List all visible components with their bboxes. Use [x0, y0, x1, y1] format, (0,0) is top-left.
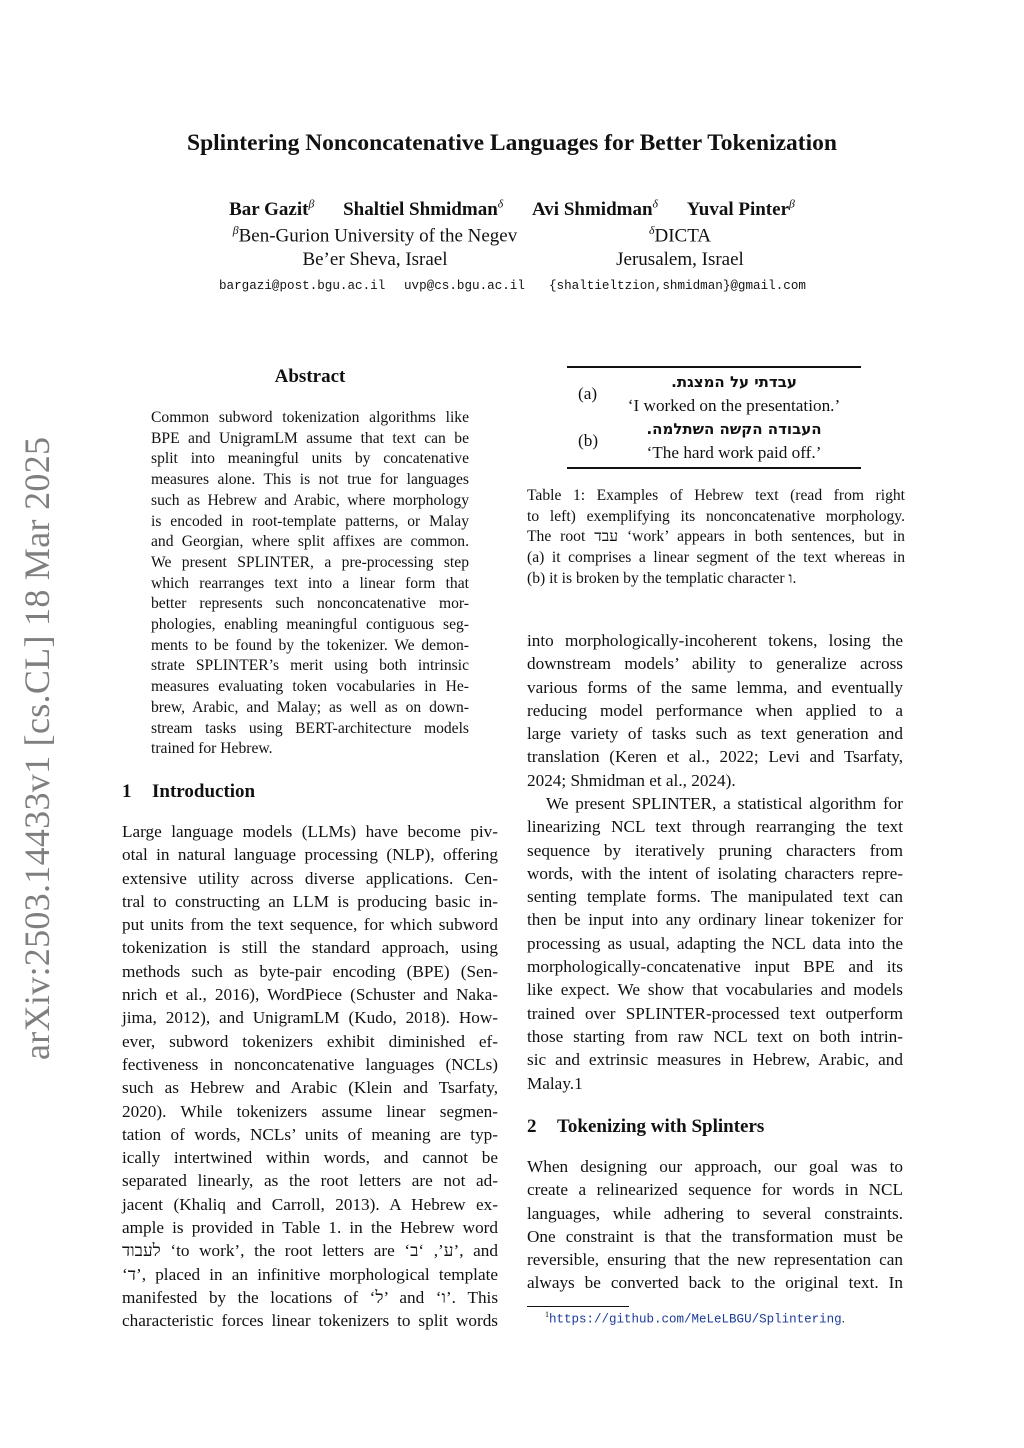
body-line: tation of words, NCLs’ units of meaning are typ- — [122, 1124, 498, 1144]
row-hebrew: עבדתי על המצגת. — [671, 373, 797, 391]
abstract-line: strate SPLINTER’s merit using both intrinsic — [151, 657, 469, 675]
body-line: create a relinearized sequence for words in NCL — [527, 1180, 903, 1200]
body-line: fectiveness in nonconcatenative languages (NCLs) — [122, 1054, 498, 1074]
section-2-heading: 2 Tokenizing with Splinters — [527, 1116, 765, 1137]
body-line: characteristic forces linear tokenizers to split words — [122, 1311, 498, 1331]
abstract-heading: Abstract — [274, 366, 346, 387]
body-line: tokenization is still the standard approach, using — [122, 938, 498, 958]
abstract-line: better represents such nonconcatenative mor- — [151, 595, 469, 613]
abstract-line: and Georgian, where split affixes are common. — [151, 533, 469, 551]
body-line: put units from the text sequence, for which subword — [122, 915, 498, 935]
body-line: always be converted back to the original text. In — [527, 1273, 903, 1293]
abstract-line: We present SPLINTER, a pre-processing step — [151, 553, 469, 571]
arxiv-stamp: arXiv:2503.14433v1 [cs.CL] 18 Mar 2025 — [17, 436, 57, 1060]
body-line: sequence by iteratively pruning characters from — [527, 840, 903, 860]
body-line: words, with the intent of isolating characters repre- — [527, 863, 903, 883]
email-3: {shaltieltzion,shmidman}@gmail.com — [549, 279, 806, 293]
row-hebrew: העבודה הקשה השתלמה. — [646, 420, 822, 438]
abstract-line: measures alone. This is not true for languages — [151, 471, 469, 489]
body-line: manifested by the locations of ‘ל’ and ‘ו’. This — [122, 1287, 499, 1307]
abstract-line: stream tasks using BERT-architecture models — [151, 719, 469, 737]
table-row — [567, 417, 861, 464]
body-line: such as Hebrew and Arabic (Klein and Tsarfaty, — [122, 1078, 498, 1098]
body-line: sic and extrinsic measures in Hebrew, Arabic, and — [527, 1050, 903, 1070]
row-translation: ‘The hard work paid off.’ — [646, 443, 822, 462]
body-line: ever, subword tokenizers exhibit diminished ef- — [122, 1031, 498, 1051]
body-line: One constraint is that the transformation must be — [527, 1226, 903, 1246]
body-line: tral to constructing an LLM is producing basic in- — [122, 891, 498, 911]
body-line: reversible, ensuring that the new representation can — [527, 1250, 903, 1270]
abstract-line: such as Hebrew and Arabic, where morphology — [151, 491, 469, 509]
body-line: then be input into any ordinary linear tokenizer for — [527, 910, 903, 930]
caption-line: The root עבד ‘work’ appears in both sentences, but in — [527, 528, 905, 546]
row-translation: ‘I worked on the presentation.’ — [627, 396, 841, 415]
abstract-line: split into meaningful units by concatenative — [151, 450, 469, 468]
body-line: methods such as byte-pair encoding (BPE) (Sen- — [122, 961, 498, 981]
body-line: senting template forms. The manipulated text can — [527, 887, 903, 907]
author-4: Yuval Pinter$^\beta$ — [686, 198, 795, 221]
caption-line: Table 1: Examples of Hebrew text (read from right — [527, 487, 905, 504]
footnote-1: $^1$https://github.com/MeLeLBGU/Splintering. — [545, 1310, 845, 1327]
abstract-line: which rearranges text into a linear form that — [151, 574, 469, 592]
body-line: otal in natural language processing (NLP), offering — [122, 845, 498, 865]
affiliation-right: $^\delta$DICTA Jerusalem, Israel — [616, 224, 744, 271]
abstract-line: measures evaluating token vocabularies in He- — [151, 678, 469, 696]
abstract-line: brew, Arabic, and Malay; as well as on down- — [151, 698, 469, 716]
body-line: trained over SPLINTER-processed text outperform — [527, 1003, 903, 1023]
abstract-line: phologies, enabling meaningful contiguous seg- — [151, 616, 469, 634]
body-line: linearizing NCL text through rearranging the text — [527, 817, 903, 837]
abstract-line: is encoded in root-template patterns, or Malay — [151, 512, 469, 530]
author-list — [0, 198, 1024, 221]
author-2: Shaltiel Shmidman$^\delta$ — [343, 198, 504, 221]
body-line: reducing model performance when applied to a — [527, 700, 903, 720]
affiliation-left: $^\beta$Ben-Gurion University of the Negev Be’er Sheva, Israel — [232, 224, 518, 271]
abstract-line: ments to be found by the tokenizer. We demon- — [151, 636, 469, 654]
table-top-rule — [567, 366, 861, 368]
body-line: ically intertwined within words, and cannot be — [122, 1148, 498, 1168]
abstract-body — [151, 408, 469, 760]
body-line: ‘ד’, placed in an infinitive morphological template — [122, 1264, 498, 1284]
body-line: ample is provided in Table 1. in the Hebrew word — [122, 1218, 498, 1238]
table-bottom-rule — [567, 467, 861, 469]
right-column-para-2 — [527, 792, 903, 1095]
section-2-body — [527, 1155, 903, 1295]
row-label: (a) — [578, 384, 598, 403]
body-line: nrich et al., 2016), WordPiece (Schuster and Naka- — [122, 985, 498, 1005]
email-1: bargazi@post.bgu.ac.il — [219, 279, 386, 293]
body-line: various forms of the same lemma, and eventually — [527, 677, 903, 697]
section-1-heading: 1 Introduction — [122, 781, 256, 802]
caption-line: (a) it comprises a linear segment of the text whereas in — [527, 549, 905, 567]
email-2: uvp@cs.bgu.ac.il — [404, 279, 525, 293]
body-line: לעבוד ‘to work’, the root letters are ‘ע’, ‘ב’, and — [122, 1241, 498, 1261]
author-1: Bar Gazit$^\beta$ — [229, 198, 315, 221]
body-line: When designing our approach, our goal was to — [527, 1157, 903, 1176]
body-line: jacent (Khaliq and Carroll, 2013). A Hebrew ex- — [122, 1194, 498, 1214]
body-line: processing as usual, adapting the NCL data into the — [527, 933, 903, 953]
table-1-caption — [527, 486, 905, 590]
body-line: 2024; Shmidman et al., 2024). — [527, 770, 736, 790]
body-line: translation (Keren et al., 2022; Levi and Tsarfaty, — [527, 747, 903, 767]
body-line: Large language models (LLMs) have become piv- — [122, 822, 498, 841]
body-line: those starting from raw NCL text on both intrin- — [527, 1026, 903, 1046]
abstract-line: trained for Hebrew. — [151, 740, 273, 758]
body-line: We present SPLINTER, a statistical algorithm for — [546, 794, 903, 813]
body-line: Malay.1 — [527, 1073, 583, 1093]
caption-line: to left) exemplifying its nonconcatenative morphology. — [527, 507, 905, 525]
caption-line: (b) it is broken by the templatic character ו. — [527, 569, 797, 587]
footnote-link[interactable]: https://github.com/MeLeLBGU/Splintering — [549, 1312, 842, 1327]
body-line: into morphologically-incoherent tokens, losing the — [527, 631, 903, 650]
right-column-para-1 — [527, 629, 903, 792]
body-line: large variety of tasks such as text generation and — [527, 724, 903, 744]
body-line: languages, while adhering to several constraints. — [527, 1203, 903, 1223]
body-line: jima, 2012), and UnigramLM (Kudo, 2018). How- — [122, 1008, 498, 1028]
author-3: Avi Shmidman$^\delta$ — [532, 198, 659, 221]
paper-title: Splintering Nonconcatenative Languages for Better Tokenization — [187, 130, 837, 156]
table-row — [567, 370, 861, 417]
row-label: (b) — [578, 431, 599, 450]
body-line: downstream models’ ability to generalize across — [527, 654, 903, 674]
abstract-line: BPE and UnigramLM assume that text can be — [151, 429, 469, 447]
body-line: morphologically-concatenative input BPE and its — [527, 957, 903, 977]
body-line: 2020). While tokenizers assume linear segmen- — [122, 1101, 498, 1121]
body-line: extensive utility across diverse applications. Cen- — [122, 868, 498, 888]
body-line: separated linearly, as the root letters are not ad- — [122, 1171, 498, 1191]
table-1 — [567, 370, 861, 464]
footnote-rule — [527, 1306, 629, 1307]
abstract-line: Common subword tokenization algorithms like — [151, 409, 469, 426]
body-line: like expect. We show that vocabularies and models — [527, 980, 903, 1000]
section-1-body — [122, 820, 498, 1333]
